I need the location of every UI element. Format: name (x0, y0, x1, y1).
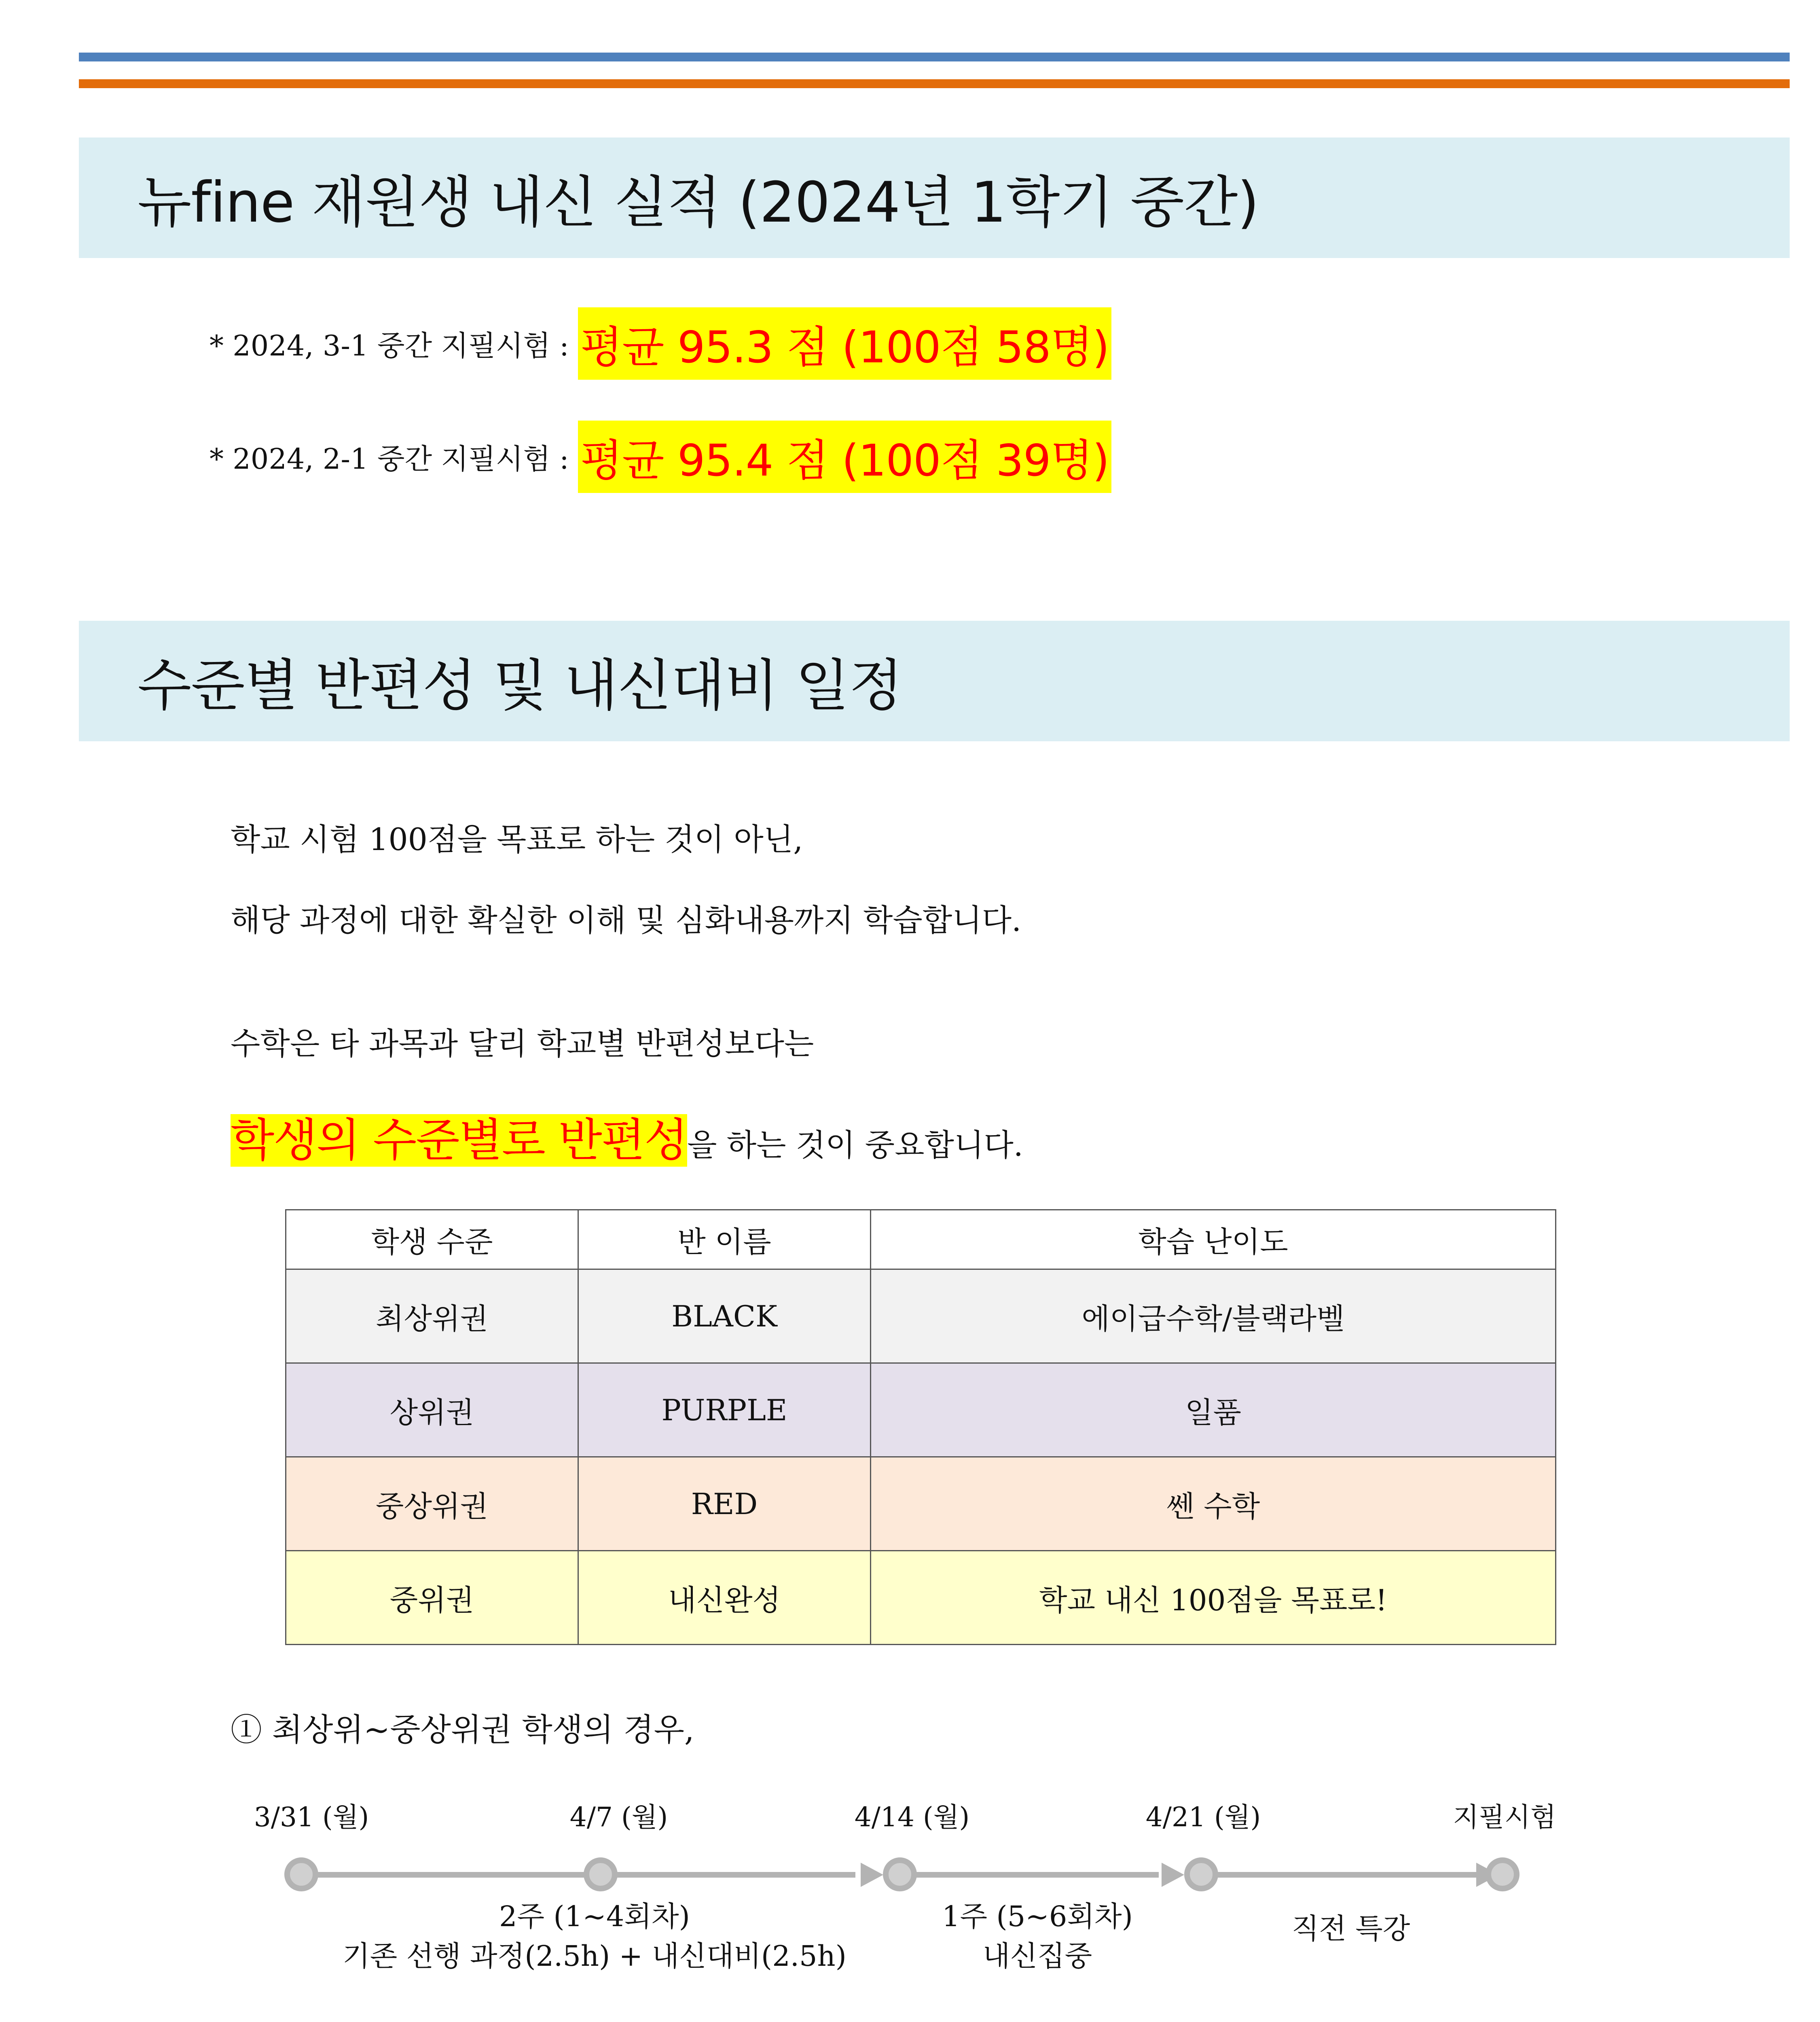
result-label-2: * 2024, 2-1 중간 지필시험 : (210, 442, 578, 476)
result-row-2 (210, 421, 1111, 493)
intro-paragraph-3: 수학은 타 과목과 달리 학교별 반편성보다는 (231, 1026, 814, 1062)
timeline-node-3 (883, 1857, 917, 1891)
table-cell-level: 상위권 (286, 1363, 578, 1457)
table-cell-difficulty: 학교 내신 100점을 목표로! (871, 1551, 1556, 1645)
section1-header-band (79, 137, 1790, 258)
table-cell-class-name: PURPLE (578, 1363, 871, 1457)
timeline-date-2: 4/7 (월) (569, 1802, 668, 1833)
level-grouping-highlight: 학생의 수준별로 반편성 (231, 1114, 688, 1167)
table-cell-class-name: 내신완성 (578, 1551, 871, 1645)
result-highlight-1: 평균 95.3 점 (100점 58명) (578, 307, 1111, 380)
result-row-1 (210, 307, 1111, 380)
section2-title: 수준별 반편성 및 내신대비 일정 (138, 653, 903, 718)
intro-paragraph-4-rest: 을 하는 것이 중요합니다. (687, 1127, 1023, 1163)
timeline-segment-2 (601, 1872, 855, 1878)
timeline-phase-2-line1: 1주 (5~6회차) (942, 1900, 1133, 1933)
intro-paragraph-1: 학교 시험 100점을 목표로 하는 것이 아닌, (231, 821, 803, 857)
timeline-phase-2-line2: 내신집중 (982, 1940, 1092, 1973)
result-highlight-2: 평균 95.4 점 (100점 39명) (578, 421, 1111, 493)
top-rule-orange (79, 79, 1790, 88)
schedule-timeline (0, 1779, 1820, 1990)
timeline-phase-1-line2: 기존 선행 과정(2.5h) + 내신대비(2.5h) (343, 1940, 847, 1973)
timeline-phase-1 (343, 1897, 847, 1976)
section2-header-band (79, 621, 1790, 741)
table-cell-class-name: BLACK (578, 1269, 871, 1363)
timeline-phase-2 (942, 1897, 1133, 1976)
table-header-row (286, 1210, 1556, 1269)
timeline-arrow-2 (1162, 1863, 1184, 1887)
table-cell-difficulty: 에이급수학/블랙라벨 (871, 1269, 1556, 1363)
table-header-class-name: 반 이름 (578, 1210, 871, 1269)
table-row (286, 1457, 1556, 1551)
table-cell-difficulty: 일품 (871, 1363, 1556, 1457)
section1-title: 뉴fine 재원생 내신 실적 (2024년 1학기 중간) (138, 170, 1259, 235)
timeline-arrow-1 (861, 1863, 883, 1887)
table-row (286, 1269, 1556, 1363)
timeline-date-4: 4/21 (월) (1145, 1802, 1261, 1833)
intro-paragraph-4 (231, 1104, 1023, 1169)
timeline-segment-4 (1201, 1872, 1476, 1878)
timeline-phase-3: 직전 특강 (1291, 1912, 1410, 1945)
result-label-1: * 2024, 3-1 중간 지필시험 : (210, 329, 578, 362)
timeline-segment-1 (301, 1872, 601, 1878)
top-rule-blue (79, 53, 1790, 61)
table-cell-level: 중위권 (286, 1551, 578, 1645)
table-row (286, 1551, 1556, 1645)
timeline-node-2 (584, 1857, 618, 1891)
timeline-node-1 (284, 1857, 318, 1891)
timeline-phase-1-line1: 2주 (1~4회차) (499, 1900, 690, 1933)
table-cell-level: 최상위권 (286, 1269, 578, 1363)
intro-paragraph-2: 해당 과정에 대한 확실한 이해 및 심화내용까지 학습합니다. (231, 902, 1022, 938)
timeline-segment-3 (900, 1872, 1159, 1878)
timeline-date-5: 지필시험 (1453, 1802, 1556, 1833)
timeline-node-5 (1486, 1857, 1519, 1891)
timeline-date-3: 4/14 (월) (854, 1802, 970, 1833)
class-level-table (285, 1209, 1556, 1645)
timeline-heading: ① 최상위~중상위권 학생의 경우, (231, 1712, 694, 1748)
table-cell-difficulty: 쎈 수학 (871, 1457, 1556, 1551)
table-header-level: 학생 수준 (286, 1210, 578, 1269)
table-cell-class-name: RED (578, 1457, 871, 1551)
table-cell-level: 중상위권 (286, 1457, 578, 1551)
table-row (286, 1363, 1556, 1457)
timeline-date-1: 3/31 (월) (254, 1802, 369, 1833)
timeline-node-4 (1184, 1857, 1218, 1891)
table-header-difficulty: 학습 난이도 (871, 1210, 1556, 1269)
